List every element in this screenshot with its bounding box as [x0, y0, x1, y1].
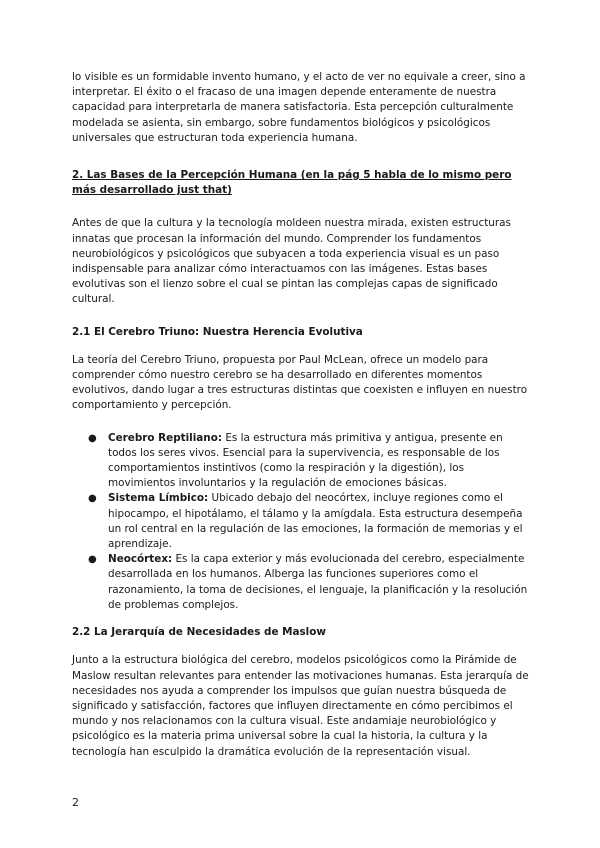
- bullet-icon: ●: [88, 554, 97, 566]
- list-item-cerebro-reptiliano: [88, 431, 532, 492]
- list-item-sistema-limbico: [88, 491, 532, 552]
- section-2-heading: 2. Las Bases de la Percepción Humana (en la pág 5 habla de lo mismo pero más desarrollado just that): [72, 169, 512, 197]
- page-number: 2: [72, 796, 79, 809]
- section-2-1-heading: 2.1 El Cerebro Triuno: Nuestra Herencia Evolutiva: [72, 325, 363, 338]
- section-2-paragraph: Antes de que la cultura y la tecnología moldeen nuestra mirada, existen estructuras innatas que procesan la información del mundo. Comprender los fundamentos neurobiológicos y psicológicos que subyacen a toda experiencia visual es un paso indispensable para analizar cómo interactuamos con las imágenes. Estas bases evolutivas son el lienzo sobre el cual se pintan las complejas capas de significado cultural.: [72, 217, 511, 306]
- list-item-term: Neocórtex:: [108, 553, 173, 566]
- list-item-term: Cerebro Reptiliano:: [108, 431, 223, 444]
- page-body: [72, 70, 532, 777]
- section-2-1-paragraph: La teoría del Cerebro Triuno, propuesta por Paul McLean, ofrece un modelo para comprender cómo nuestro cerebro se ha desarrollado en diferentes momentos evolutivos, dando lugar a tres estructuras distintas que coexisten e influyen en nuestro comportamiento y percepción.: [72, 353, 528, 412]
- brain-structures-list: [72, 431, 532, 613]
- section-2-2-heading: 2.2 La Jerarquía de Necesidades de Maslow: [72, 626, 326, 639]
- bullet-icon: ●: [88, 493, 97, 505]
- intro-paragraph: lo visible es un formidable invento humano, y el acto de ver no equivale a creer, sino a interpretar. El éxito o el fracaso de una imagen depende enteramente de nuestra capacidad para interpretarla de manera satisfactoria. Esta percepción culturalmente modelada se asienta, sin embargo, sobre fundamentos biológicos y psicológicos universales que estructuran toda experiencia humana.: [72, 71, 526, 144]
- list-item-neocortex: [88, 552, 532, 613]
- bullet-icon: ●: [88, 432, 97, 444]
- list-item-text: Es la estructura más primitiva y antigua, presente en todos los seres vivos. Esencial para la supervivencia, es responsable de los comportamientos instintivos (como la respiración y la digestión), los movimientos involuntarios y la regulación de emociones básicas.: [108, 431, 503, 490]
- list-item-text: Es la capa exterior y más evolucionada del cerebro, especialmente desarrollada en los humanos. Alberga las funciones superiores como el razonamiento, la toma de decisiones, el lenguaje, la planificación y la resolución de problemas complejos.: [108, 553, 528, 611]
- section-2-2-paragraph: Junto a la estructura biológica del cerebro, modelos psicológicos como la Pirámide de Maslow resultan relevantes para entender las motivaciones humanas. Esta jerarquía de necesidades nos ayuda a comprender los impulsos que guían nuestra búsqueda de significado y satisfacción, factores que influyen directamente en cómo percibimos el mundo y nos relacionamos con la cultura visual. Este andamiaje neurobiológico y psicológico es la materia prima universal sobre la cual la historia, la cultura y la tecnología han esculpido la dramática evolución de la representación visual.: [72, 654, 529, 758]
- list-item-text: Ubicado debajo del neocórtex, incluye regiones como el hipocampo, el hipotálamo, el tálamo y la amígdala. Esta estructura desempeña un rol central en la regulación de las emociones, la formación de memorias y el aprendizaje.: [108, 492, 523, 551]
- list-item-term: Sistema Límbico:: [108, 492, 209, 505]
